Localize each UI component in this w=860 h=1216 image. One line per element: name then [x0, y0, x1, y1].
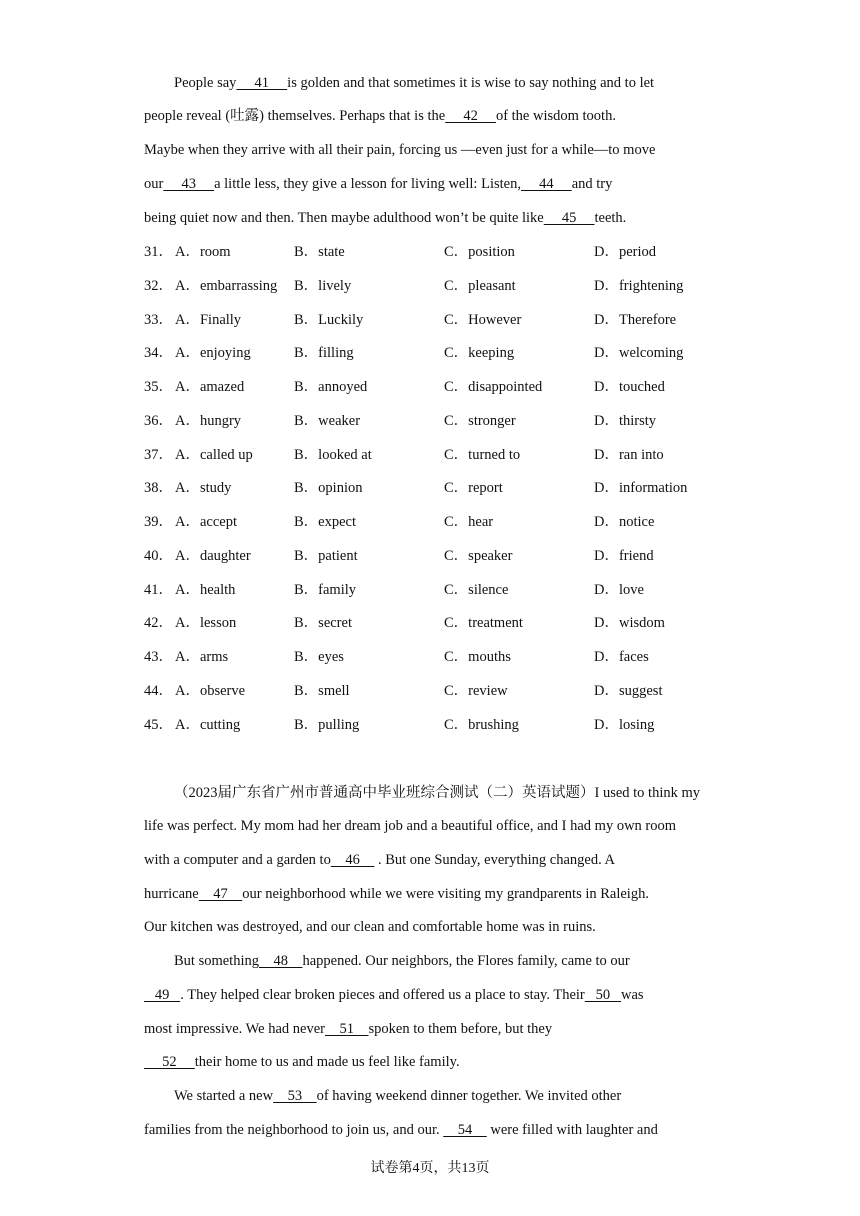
- question-43: [144, 646, 744, 668]
- option-b: B．state: [294, 244, 345, 260]
- question-35: [144, 376, 744, 398]
- option-a: A．enjoying: [175, 345, 251, 361]
- option-a: A．Finally: [175, 312, 242, 328]
- text: with a computer and a garden to: [144, 852, 331, 868]
- blank-53: 53: [273, 1088, 317, 1104]
- blank-49: 49: [144, 987, 181, 1003]
- option-b: B．looked at: [294, 447, 372, 463]
- question-39: [144, 511, 744, 533]
- question-number: 37．: [144, 447, 173, 463]
- question-38: [144, 477, 744, 499]
- option-d: D．thirsty: [594, 413, 657, 429]
- text: was: [621, 987, 644, 1003]
- question-41: [144, 579, 744, 601]
- option-b: B．secret: [294, 615, 352, 631]
- question-33: [144, 309, 744, 331]
- option-b: B．pulling: [294, 717, 360, 733]
- option-d: D．frightening: [594, 278, 684, 294]
- option-b: B．expect: [294, 514, 357, 530]
- blank-54: 54: [443, 1122, 487, 1138]
- option-c: C．report: [444, 480, 503, 496]
- text: of having weekend dinner together. We invited other: [316, 1088, 622, 1104]
- option-c: C．pleasant: [444, 278, 516, 294]
- option-c: C．However: [444, 312, 522, 328]
- option-d: D．love: [594, 582, 644, 598]
- blank-52: 52: [144, 1054, 195, 1070]
- passage1-line: [174, 72, 716, 94]
- option-a: A．observe: [175, 683, 246, 699]
- question-number: 44．: [144, 683, 173, 699]
- text: our: [144, 176, 164, 192]
- option-b: B．filling: [294, 345, 354, 361]
- text: of the wisdom tooth.: [495, 108, 616, 124]
- option-d: D．notice: [594, 514, 655, 530]
- option-b: B．Luckily: [294, 312, 364, 328]
- option-a: A．room: [175, 244, 231, 260]
- option-a: A．amazed: [175, 379, 245, 395]
- option-d: D．period: [594, 244, 657, 260]
- text: teeth.: [594, 210, 627, 226]
- question-36: [144, 410, 744, 432]
- question-42: [144, 612, 744, 634]
- text: . They helped clear broken pieces and offered us a place to stay. Their: [180, 987, 585, 1003]
- option-c: C．hear: [444, 514, 494, 530]
- passage1-line: [144, 173, 716, 195]
- option-c: C．position: [444, 244, 515, 260]
- passage2-line: [174, 1085, 716, 1107]
- text: Maybe when they arrive with all their pain, forcing us —even just for a while—to move: [144, 142, 656, 158]
- option-b: B．smell: [294, 683, 350, 699]
- option-a: A．study: [175, 480, 232, 496]
- text: People say: [174, 75, 237, 91]
- option-c: C．mouths: [444, 649, 511, 665]
- question-number: 43．: [144, 649, 173, 665]
- text: . But one Sunday, everything changed. A: [374, 852, 616, 868]
- blank-46: 46: [330, 852, 375, 868]
- question-31: [144, 241, 744, 263]
- option-c: C．speaker: [444, 548, 513, 564]
- option-b: B．family: [294, 582, 357, 598]
- blank-42: 42: [445, 108, 496, 124]
- text: We started a new: [174, 1088, 274, 1104]
- question-number: 35．: [144, 379, 173, 395]
- question-number: 45．: [144, 717, 173, 733]
- passage2-line: [144, 849, 716, 871]
- passage2-line: [144, 916, 716, 938]
- text: people reveal (吐露) themselves. Perhaps that is the: [144, 108, 446, 124]
- question-number: 31．: [144, 244, 173, 260]
- passage2-line: [144, 984, 716, 1006]
- option-a: A．arms: [175, 649, 229, 665]
- text: and try: [571, 176, 613, 192]
- question-number: 36．: [144, 413, 173, 429]
- question-34: [144, 342, 744, 364]
- option-c: C．keeping: [444, 345, 515, 361]
- option-b: B．eyes: [294, 649, 344, 665]
- option-d: D．ran into: [594, 447, 664, 463]
- passage2-line: [144, 1051, 716, 1073]
- option-a: A．lesson: [175, 615, 237, 631]
- question-number: 33．: [144, 312, 173, 328]
- option-a: A．cutting: [175, 717, 241, 733]
- option-b: B．opinion: [294, 480, 363, 496]
- text: Our kitchen was destroyed, and our clean and comfortable home was in ruins.: [144, 919, 596, 935]
- question-number: 41．: [144, 582, 173, 598]
- question-37: [144, 444, 744, 466]
- option-a: A．accept: [175, 514, 237, 530]
- passage2-line: [144, 883, 716, 905]
- option-c: C．turned to: [444, 447, 521, 463]
- option-d: D．suggest: [594, 683, 663, 699]
- option-c: C．stronger: [444, 413, 516, 429]
- option-b: B．weaker: [294, 413, 361, 429]
- option-c: C．disappointed: [444, 379, 543, 395]
- question-number: 39．: [144, 514, 173, 530]
- passage2-line: [144, 1018, 716, 1040]
- page-footer: 试卷第4页，共13页: [370, 1161, 490, 1176]
- blank-48: 48: [259, 953, 303, 969]
- option-d: D．touched: [594, 379, 665, 395]
- option-a: A．health: [175, 582, 236, 598]
- option-a: A．called up: [175, 447, 253, 463]
- option-b: B．lively: [294, 278, 352, 294]
- text: hurricane: [144, 886, 199, 902]
- text: （2023届广东省广州市普通高中毕业班综合测试（二）英语试题）I used to think my: [174, 785, 701, 801]
- blank-44: 44: [520, 176, 572, 192]
- question-number: 38．: [144, 480, 173, 496]
- passage2-line: [144, 815, 716, 837]
- text: spoken to them before, but they: [368, 1021, 553, 1037]
- option-a: A．embarrassing: [175, 278, 278, 294]
- question-32: [144, 275, 744, 297]
- option-a: A．hungry: [175, 413, 242, 429]
- text: families from the neighborhood to join us, and our.: [144, 1122, 444, 1138]
- option-c: C．brushing: [444, 717, 519, 733]
- text: life was perfect. My mom had her dream job and a beautiful office, and I had my own room: [144, 818, 677, 834]
- option-d: D．friend: [594, 548, 654, 564]
- option-d: D．welcoming: [594, 345, 684, 361]
- option-d: D．wisdom: [594, 615, 665, 631]
- option-c: C．review: [444, 683, 508, 699]
- question-number: 40．: [144, 548, 173, 564]
- text: being quiet now and then. Then maybe adulthood won’t be quite like: [144, 210, 544, 226]
- option-c: C．silence: [444, 582, 509, 598]
- passage2-line: [144, 1119, 716, 1141]
- question-number: 42．: [144, 615, 173, 631]
- passage1-line: [144, 105, 716, 127]
- option-d: D．faces: [594, 649, 649, 665]
- text: our neighborhood while we were visiting my grandparents in Raleigh.: [242, 886, 649, 902]
- blank-41: 41: [236, 75, 288, 91]
- question-number: 32．: [144, 278, 173, 294]
- passage2-line: [174, 782, 716, 804]
- option-b: B．annoyed: [294, 379, 368, 395]
- option-d: D．Therefore: [594, 312, 677, 328]
- blank-50: 50: [584, 987, 621, 1003]
- text: is golden and that sometimes it is wise to say nothing and to let: [287, 75, 655, 91]
- blank-45: 45: [543, 210, 595, 226]
- text: happened. Our neighbors, the Flores family, came to our: [302, 953, 630, 969]
- text: But something: [174, 953, 259, 969]
- question-number: 34．: [144, 345, 173, 361]
- passage2-line: [174, 950, 716, 972]
- option-d: D．losing: [594, 717, 655, 733]
- blank-47: 47: [198, 886, 243, 902]
- text: were filled with laughter and: [486, 1122, 658, 1138]
- text: most impressive. We had never: [144, 1021, 325, 1037]
- text: a little less, they give a lesson for living well: Listen,: [214, 176, 521, 192]
- option-c: C．treatment: [444, 615, 523, 631]
- passage1-line: [144, 207, 716, 229]
- option-d: D．information: [594, 480, 688, 496]
- question-44: [144, 680, 744, 702]
- passage1-line: [144, 139, 716, 161]
- question-45: [144, 714, 744, 736]
- blank-43: 43: [163, 176, 215, 192]
- option-a: A．daughter: [175, 548, 251, 564]
- option-b: B．patient: [294, 548, 358, 564]
- question-40: [144, 545, 744, 567]
- blank-51: 51: [324, 1021, 369, 1037]
- text: their home to us and made us feel like family.: [194, 1054, 460, 1070]
